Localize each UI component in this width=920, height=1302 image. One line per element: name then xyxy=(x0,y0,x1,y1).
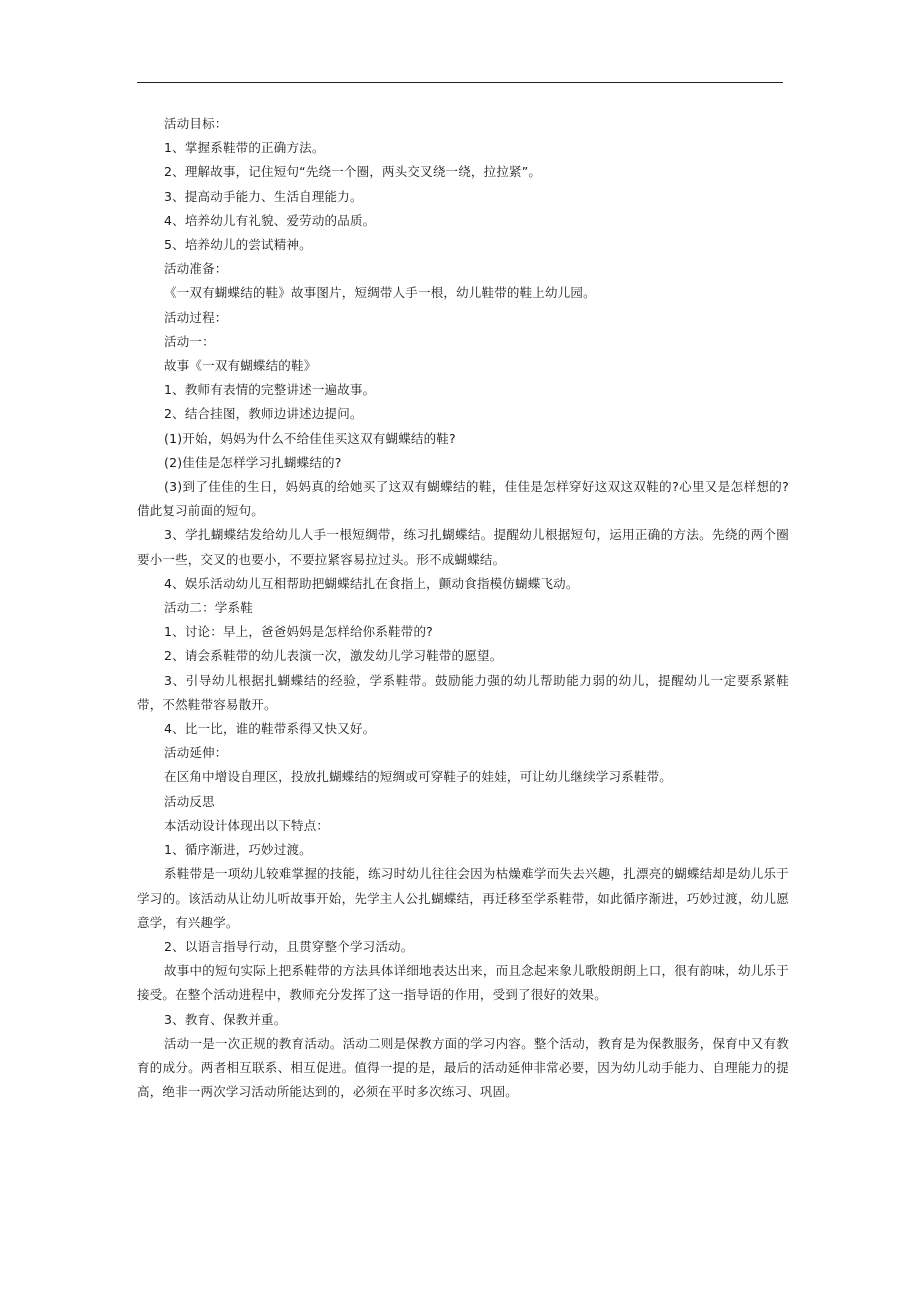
process-step: 4、娱乐活动幼儿互相帮助把蝴蝶结扎在食指上，颤动食指模仿蝴蝶飞动。 xyxy=(164,575,579,591)
process-step: 3、引导幼儿根据扎蝴蝶结的经验，学系鞋带。鼓励能力强的幼儿帮助能力弱的幼儿，提醒幼儿一定要系紧鞋带，不然鞋带容易散开。 xyxy=(137,672,789,712)
reflection-point: 3、教育、保教并重。 xyxy=(164,1011,287,1027)
goal-item: 3、提高动手能力、生活自理能力。 xyxy=(164,188,363,204)
reflection-point: 2、以语言指导行动，且贯穿整个学习活动。 xyxy=(164,938,414,954)
heading-activity-two: 活动二：学系鞋 xyxy=(164,600,253,616)
heading-process: 活动过程： xyxy=(164,309,228,325)
goal-item: 5、培养幼儿的尝试精神。 xyxy=(164,237,312,253)
heading-goals: 活动目标： xyxy=(164,116,228,131)
header-rule xyxy=(137,82,783,83)
reflection-text: 活动一是一次正规的教育活动。活动二则是保教方面的学习内容。整个活动，教育是为保教服务，保育中又有教育的成分。两者相互联系、相互促进。值得一提的是，最后的活动延伸非常必要，因为幼儿动手能力、自理能力的提高，绝非一两次学习活动所能达到的，必须在平时多次练习、巩固。 xyxy=(137,1035,789,1100)
process-step: 1、教师有表情的完整讲述一遍故事。 xyxy=(164,382,376,398)
preparation-text: 《一双有蝴蝶结的鞋》故事图片，短绸带人手一根，幼儿鞋带的鞋上幼儿园。 xyxy=(164,285,596,301)
extension-text: 在区角中增设自理区，投放扎蝴蝶结的短绸或可穿鞋子的娃娃，可让幼儿继续学习系鞋带。 xyxy=(164,769,673,785)
reflection-intro: 本活动设计体现出以下特点： xyxy=(164,817,330,833)
reflection-point: 1、循序渐进，巧妙过渡。 xyxy=(164,842,312,858)
goal-item: 2、理解故事，记住短句“先绕一个圈，两头交叉绕一绕，拉拉紧”。 xyxy=(164,164,542,180)
process-step: 2、请会系鞋带的幼儿表演一次，激发幼儿学习鞋带的愿望。 xyxy=(164,648,503,664)
heading-extension: 活动延伸： xyxy=(164,745,228,761)
document-body xyxy=(137,112,789,1104)
reflection-text: 故事中的短句实际上把系鞋带的方法具体详细地表达出来，而且念起来象儿歌般朗朗上口，很有韵味，幼儿乐于接受。在整个活动进程中，教师充分发挥了这一指导语的作用，受到了很好的效果。 xyxy=(137,963,789,1003)
process-step: 2、结合挂图，教师边讲述边提问。 xyxy=(164,406,363,422)
goal-item: 4、培养幼儿有礼貌、爱劳动的品质。 xyxy=(164,212,376,228)
story-title: 故事《一双有蝴蝶结的鞋》 xyxy=(164,358,317,374)
heading-preparation: 活动准备： xyxy=(164,261,228,277)
question-item: (3)到了佳佳的生日，妈妈真的给她买了这双有蝴蝶结的鞋，佳佳是怎样穿好这双这双鞋的?心里又是怎样想的?借此复习前面的短句。 xyxy=(137,479,789,519)
reflection-text: 系鞋带是一项幼儿较难掌握的技能，练习时幼儿往往会因为枯燥难学而失去兴趣，扎漂亮的蝴蝶结却是幼儿乐于学习的。该活动从让幼儿听故事开始，先学主人公扎蝴蝶结，再迁移至学系鞋带，如此循序渐进，巧妙过渡，幼儿愿意学，有兴趣学。 xyxy=(137,866,789,930)
process-step: 1、讨论：早上，爸爸妈妈是怎样给你系鞋带的? xyxy=(164,624,433,640)
heading-activity-one: 活动一： xyxy=(164,333,215,349)
question-item: (1)开始，妈妈为什么不给佳佳买这双有蝴蝶结的鞋? xyxy=(164,430,456,446)
process-step: 4、比一比，谁的鞋带系得又快又好。 xyxy=(164,721,376,737)
process-step: 3、学扎蝴蝶结发给幼儿人手一根短绸带，练习扎蝴蝶结。提醒幼儿根据短句，运用正确的方法。先绕的两个圈要小一些，交叉的也要小，不要拉紧容易拉过头。形不成蝴蝶结。 xyxy=(137,527,789,567)
goal-item: 1、掌握系鞋带的正确方法。 xyxy=(164,140,325,156)
heading-reflection: 活动反思 xyxy=(164,793,215,809)
question-item: (2)佳佳是怎样学习扎蝴蝶结的? xyxy=(164,454,342,470)
